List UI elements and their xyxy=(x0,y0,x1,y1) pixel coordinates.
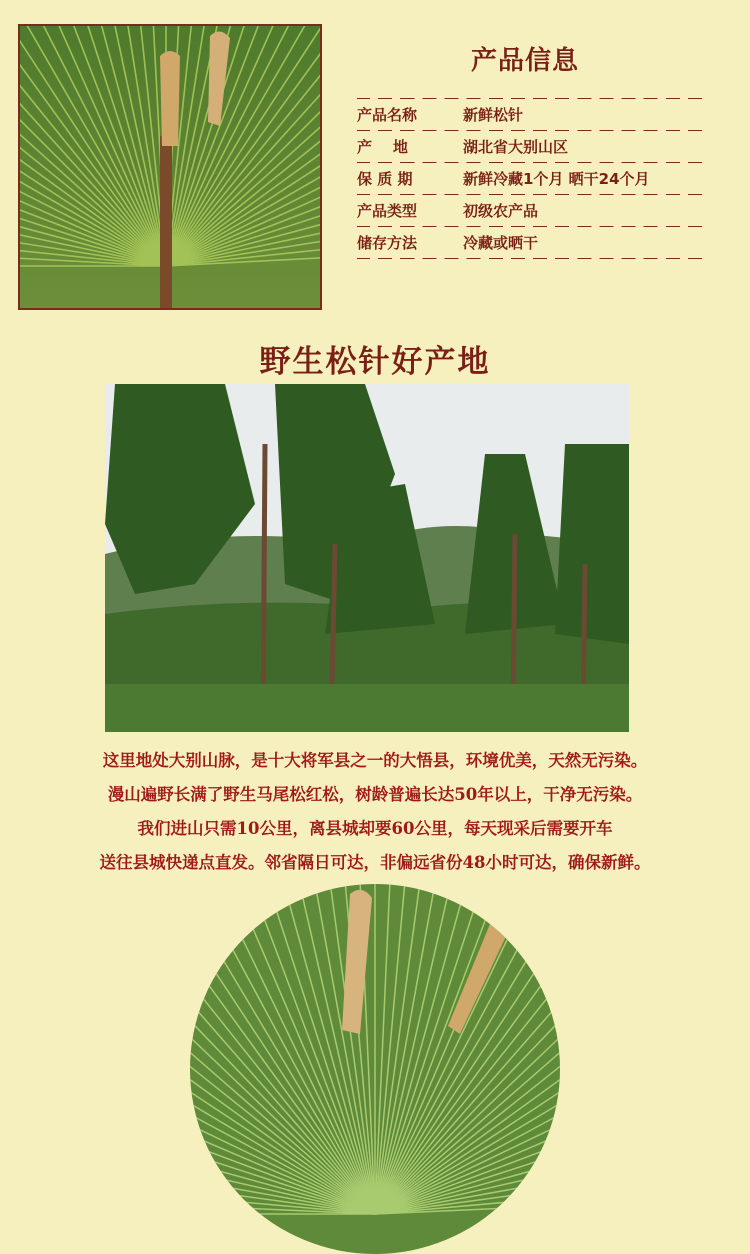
info-label: 产 地 xyxy=(357,138,408,156)
pine-forest-image xyxy=(105,384,629,732)
section-title: 野生松针好产地 xyxy=(259,344,491,380)
description-line: 漫山遍野长满了野生马尾松红松，树龄普遍长达50年以上，干净无污染。 xyxy=(107,785,643,804)
description-line: 送往县城快递点直发。邻省隔日可达，非偏远省份48小时可达，确保新鲜。 xyxy=(99,853,651,872)
info-value: 湖北省大别山区 xyxy=(463,138,569,156)
info-value: 冷藏或晒干 xyxy=(463,234,539,252)
origin-description xyxy=(0,744,750,880)
info-row-shelf-life xyxy=(357,163,707,194)
info-row-origin xyxy=(357,131,707,162)
info-row-name xyxy=(357,99,707,130)
info-row-type xyxy=(357,195,707,226)
pine-needle-circle-image xyxy=(190,884,560,1254)
description-line: 这里地处大别山脉，是十大将军县之一的大悟县，环境优美，天然无污染。 xyxy=(102,751,648,770)
info-value: 新鲜松针 xyxy=(463,106,524,124)
product-info-title: 产品信息 xyxy=(470,46,579,76)
divider xyxy=(357,258,707,259)
info-label: 保 质 期 xyxy=(357,170,413,188)
pine-needle-image xyxy=(20,26,320,308)
pine-needle-photo xyxy=(18,24,322,310)
info-row-storage xyxy=(357,227,707,258)
description-line: 我们进山只需10公里，离县城却要60公里，每天现采后需要开车 xyxy=(137,819,613,838)
info-label: 产品类型 xyxy=(357,202,418,220)
info-label: 储存方法 xyxy=(357,234,418,252)
pine-needle-circle-photo xyxy=(190,884,560,1254)
info-value: 初级农产品 xyxy=(463,202,539,220)
info-value: 新鲜冷藏1个月 晒干24个月 xyxy=(463,170,650,188)
info-label: 产品名称 xyxy=(357,106,418,124)
pine-forest-photo xyxy=(105,384,629,732)
product-info-table xyxy=(357,98,707,259)
